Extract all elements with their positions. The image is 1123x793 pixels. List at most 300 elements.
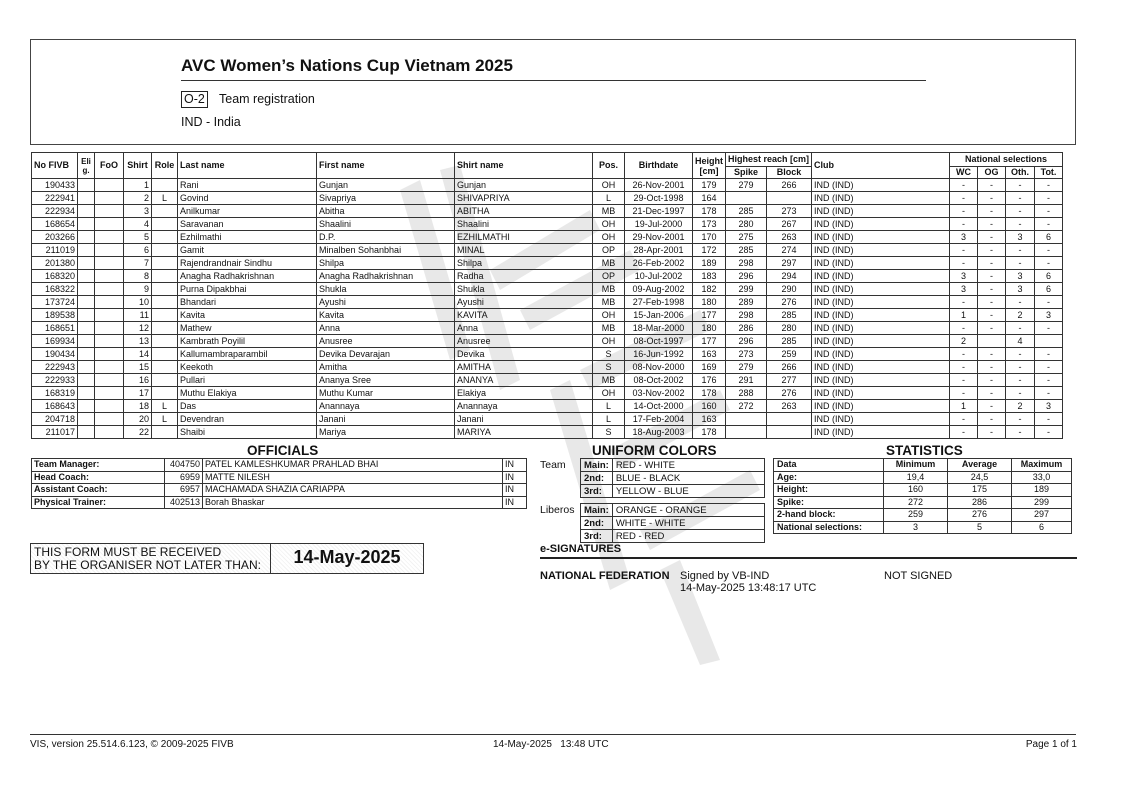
cell-spike: 285: [726, 205, 767, 218]
cell-no-fivb: 222941: [32, 192, 78, 205]
cell-spike: [726, 192, 767, 205]
cell-wc: -: [950, 218, 978, 231]
cell-shirt: 14: [124, 348, 152, 361]
uniform-libero-row: [581, 517, 765, 530]
cell-last-name: Kavita: [178, 309, 317, 322]
cell-first-name: Sivapriya: [317, 192, 455, 205]
cell-birthdate: 17-Feb-2004: [625, 413, 693, 426]
cell-wc: 3: [950, 270, 978, 283]
cell-block: 277: [766, 374, 811, 387]
cell-no-fivb: 190434: [32, 348, 78, 361]
cell-birthdate: 29-Oct-1998: [625, 192, 693, 205]
cell-role: L: [152, 192, 178, 205]
cell-elig: [78, 309, 95, 322]
cell-og: -: [978, 296, 1006, 309]
cell-club: IND (IND): [812, 296, 950, 309]
cell-role: [152, 244, 178, 257]
cell-birthdate: 08-Oct-2002: [625, 374, 693, 387]
col-birthdate: Birthdate: [625, 153, 693, 179]
cell-no-fivb: 222943: [32, 361, 78, 374]
cell-foo: [95, 244, 124, 257]
official-name: Borah Bhaskar: [203, 496, 503, 509]
cell-foo: [95, 361, 124, 374]
cell-first-name: D.P.: [317, 231, 455, 244]
document-title: AVC Women’s Nations Cup Vietnam 2025: [181, 56, 513, 75]
cell-wc: 1: [950, 400, 978, 413]
cell-shirt-name: KAVITA: [455, 309, 593, 322]
cell-shirt-name: Anannaya: [455, 400, 593, 413]
cell-shirt-name: Gunjan: [455, 179, 593, 192]
cell-pos: MB: [593, 296, 625, 309]
cell-spike: 279: [726, 179, 767, 192]
cell-og: -: [978, 309, 1006, 322]
signed-at: 14-May-2025 13:48:17 UTC: [680, 582, 817, 594]
uniform-team-kit-label: Main:: [581, 459, 613, 472]
cell-tot: -: [1035, 296, 1063, 309]
table-row: [32, 309, 1063, 322]
cell-height: 170: [693, 231, 726, 244]
cell-no-fivb: 204718: [32, 413, 78, 426]
statistics-min: 160: [884, 484, 948, 497]
title-divider: [181, 80, 926, 81]
official-row: [32, 459, 527, 472]
cell-tot: -: [1035, 426, 1063, 439]
cell-spike: 272: [726, 400, 767, 413]
cell-birthdate: 26-Feb-2002: [625, 257, 693, 270]
statistics-label: Spike:: [774, 496, 884, 509]
cell-height: 182: [693, 283, 726, 296]
cell-wc: 3: [950, 231, 978, 244]
statistics-label: National selections:: [774, 521, 884, 534]
cell-first-name: Janani: [317, 413, 455, 426]
cell-shirt-name: Elakiya: [455, 387, 593, 400]
cell-pos: S: [593, 426, 625, 439]
official-country: IN: [503, 484, 527, 497]
deadline-text-line2: BY THE ORGANISER NOT LATER THAN:: [34, 557, 261, 572]
cell-role: [152, 361, 178, 374]
cell-pos: MB: [593, 205, 625, 218]
statistics-table: [773, 458, 1072, 534]
cell-og: -: [978, 205, 1006, 218]
statistics-label: 2-hand block:: [774, 509, 884, 522]
cell-last-name: Kambrath Poyilil: [178, 335, 317, 348]
cell-pos: S: [593, 348, 625, 361]
cell-height: 178: [693, 205, 726, 218]
cell-spike: 296: [726, 335, 767, 348]
cell-no-fivb: 203266: [32, 231, 78, 244]
cell-birthdate: 26-Nov-2001: [625, 179, 693, 192]
cell-elig: [78, 231, 95, 244]
table-row: [32, 374, 1063, 387]
cell-shirt-name: MINAL: [455, 244, 593, 257]
cell-last-name: Gamit: [178, 244, 317, 257]
cell-block: 263: [766, 400, 811, 413]
cell-first-name: Devika Devarajan: [317, 348, 455, 361]
cell-role: [152, 426, 178, 439]
uniform-libero-kit-colors: WHITE - WHITE: [612, 517, 764, 530]
cell-role: [152, 322, 178, 335]
cell-shirt-name: Radha: [455, 270, 593, 283]
cell-birthdate: 14-Oct-2000: [625, 400, 693, 413]
cell-birthdate: 29-Nov-2001: [625, 231, 693, 244]
cell-last-name: Kallumambraparambil: [178, 348, 317, 361]
cell-foo: [95, 179, 124, 192]
cell-block: 263: [766, 231, 811, 244]
cell-elig: [78, 205, 95, 218]
cell-height: 160: [693, 400, 726, 413]
cell-spike: 296: [726, 270, 767, 283]
cell-shirt-name: Shaalini: [455, 218, 593, 231]
cell-block: 259: [766, 348, 811, 361]
cell-wc: -: [950, 387, 978, 400]
team-name: IND - India: [181, 115, 241, 129]
cell-elig: [78, 257, 95, 270]
cell-no-fivb: 168320: [32, 270, 78, 283]
cell-elig: [78, 413, 95, 426]
col-shirt-name: Shirt name: [455, 153, 593, 179]
cell-tot: -: [1035, 322, 1063, 335]
cell-club: IND (IND): [812, 348, 950, 361]
cell-foo: [95, 322, 124, 335]
statistics-max: 297: [1012, 509, 1072, 522]
statistics-avg: 24,5: [948, 471, 1012, 484]
cell-no-fivb: 190433: [32, 179, 78, 192]
cell-tot: -: [1035, 387, 1063, 400]
table-row: [32, 296, 1063, 309]
cell-first-name: Amitha: [317, 361, 455, 374]
col-og: OG: [978, 167, 1006, 179]
cell-oth: -: [1006, 192, 1035, 205]
col-oth: Oth.: [1006, 167, 1035, 179]
table-row: [32, 231, 1063, 244]
cell-tot: [1035, 335, 1063, 348]
cell-oth: -: [1006, 257, 1035, 270]
uniform-team-kit-label: 3rd:: [581, 485, 613, 498]
cell-spike: 289: [726, 296, 767, 309]
cell-spike: 288: [726, 387, 767, 400]
cell-club: IND (IND): [812, 218, 950, 231]
cell-tot: -: [1035, 218, 1063, 231]
cell-last-name: Rajendrandnair Sindhu: [178, 257, 317, 270]
cell-shirt: 5: [124, 231, 152, 244]
cell-pos: OP: [593, 244, 625, 257]
cell-first-name: Ananya Sree: [317, 374, 455, 387]
cell-spike: 299: [726, 283, 767, 296]
cell-shirt: 17: [124, 387, 152, 400]
cell-tot: -: [1035, 361, 1063, 374]
cell-shirt-name: Devika: [455, 348, 593, 361]
cell-club: IND (IND): [812, 361, 950, 374]
table-row: [32, 257, 1063, 270]
cell-no-fivb: 189538: [32, 309, 78, 322]
cell-shirt-name: Ayushi: [455, 296, 593, 309]
footer-divider: [30, 734, 1076, 735]
cell-foo: [95, 400, 124, 413]
cell-club: IND (IND): [812, 205, 950, 218]
cell-spike: [726, 413, 767, 426]
cell-shirt-name: AMITHA: [455, 361, 593, 374]
form-name: Team registration: [219, 92, 315, 106]
cell-block: [766, 192, 811, 205]
cell-shirt: 7: [124, 257, 152, 270]
cell-foo: [95, 231, 124, 244]
cell-block: 267: [766, 218, 811, 231]
cell-og: -: [978, 374, 1006, 387]
cell-first-name: Anna: [317, 322, 455, 335]
cell-no-fivb: 168643: [32, 400, 78, 413]
uniform-team-label: Team: [540, 459, 566, 471]
cell-foo: [95, 205, 124, 218]
cell-shirt: 12: [124, 322, 152, 335]
statistics-header-cell: Data: [774, 459, 884, 472]
cell-shirt-name: ANANYA: [455, 374, 593, 387]
cell-shirt-name: SHIVAPRIYA: [455, 192, 593, 205]
col-elig: Eli g.: [78, 153, 95, 179]
uniform-liberos-table: [580, 503, 765, 543]
cell-height: 163: [693, 413, 726, 426]
deadline-text: [34, 546, 266, 571]
col-club: Club: [812, 153, 950, 179]
cell-shirt: 15: [124, 361, 152, 374]
table-row: [32, 322, 1063, 335]
cell-role: [152, 309, 178, 322]
cell-foo: [95, 309, 124, 322]
cell-birthdate: 19-Jul-2000: [625, 218, 693, 231]
col-foo: FoO: [95, 153, 124, 179]
cell-block: 266: [766, 361, 811, 374]
cell-tot: -: [1035, 192, 1063, 205]
cell-tot: 3: [1035, 309, 1063, 322]
cell-spike: 298: [726, 257, 767, 270]
cell-spike: 273: [726, 348, 767, 361]
cell-og: -: [978, 231, 1006, 244]
cell-club: IND (IND): [812, 231, 950, 244]
cell-birthdate: 09-Aug-2002: [625, 283, 693, 296]
cell-height: 176: [693, 374, 726, 387]
cell-role: [152, 374, 178, 387]
cell-wc: 2: [950, 335, 978, 348]
cell-oth: -: [1006, 322, 1035, 335]
cell-role: [152, 335, 178, 348]
esignatures-divider: [540, 557, 1077, 559]
cell-foo: [95, 335, 124, 348]
cell-pos: OH: [593, 387, 625, 400]
cell-oth: -: [1006, 387, 1035, 400]
cell-wc: -: [950, 361, 978, 374]
cell-pos: OH: [593, 309, 625, 322]
cell-role: [152, 387, 178, 400]
col-tot: Tot.: [1035, 167, 1063, 179]
col-height: Height [cm]: [693, 153, 726, 179]
cell-club: IND (IND): [812, 192, 950, 205]
cell-height: 169: [693, 361, 726, 374]
cell-role: [152, 270, 178, 283]
cell-height: 183: [693, 270, 726, 283]
cell-oth: 4: [1006, 335, 1035, 348]
cell-birthdate: 08-Oct-1997: [625, 335, 693, 348]
cell-wc: -: [950, 426, 978, 439]
cell-last-name: Devendran: [178, 413, 317, 426]
cell-shirt-name: MARIYA: [455, 426, 593, 439]
cell-last-name: Bhandari: [178, 296, 317, 309]
cell-oth: -: [1006, 426, 1035, 439]
cell-tot: -: [1035, 244, 1063, 257]
cell-spike: 279: [726, 361, 767, 374]
cell-block: 276: [766, 296, 811, 309]
table-row: [32, 179, 1063, 192]
cell-pos: OH: [593, 231, 625, 244]
cell-spike: 280: [726, 218, 767, 231]
cell-height: 180: [693, 322, 726, 335]
cell-club: IND (IND): [812, 374, 950, 387]
table-row: [32, 387, 1063, 400]
uniform-libero-kit-label: 3rd:: [581, 530, 613, 543]
cell-oth: 3: [1006, 283, 1035, 296]
statistics-avg: 286: [948, 496, 1012, 509]
cell-block: 297: [766, 257, 811, 270]
col-spike: Spike: [726, 167, 767, 179]
form-code-badge: O-2: [181, 91, 208, 108]
cell-first-name: Ayushi: [317, 296, 455, 309]
cell-shirt-name: Shilpa: [455, 257, 593, 270]
cell-shirt: 6: [124, 244, 152, 257]
cell-last-name: Shaibi: [178, 426, 317, 439]
cell-last-name: Keekoth: [178, 361, 317, 374]
cell-wc: 1: [950, 309, 978, 322]
cell-shirt: 18: [124, 400, 152, 413]
uniform-libero-kit-label: Main:: [581, 504, 613, 517]
uniform-libero-kit-colors: RED - RED: [612, 530, 764, 543]
table-row: [32, 348, 1063, 361]
cell-club: IND (IND): [812, 426, 950, 439]
cell-birthdate: 18-Mar-2000: [625, 322, 693, 335]
statistics-header-cell: Maximum: [1012, 459, 1072, 472]
footer-version: VIS, version 25.514.6.123, © 2009-2025 FIVB: [30, 739, 234, 750]
cell-height: 178: [693, 426, 726, 439]
cell-last-name: Anilkumar: [178, 205, 317, 218]
cell-birthdate: 15-Jan-2006: [625, 309, 693, 322]
cell-spike: 275: [726, 231, 767, 244]
cell-og: -: [978, 257, 1006, 270]
col-first-name: First name: [317, 153, 455, 179]
official-country: IN: [503, 496, 527, 509]
esignatures-title: e-SIGNATURES: [540, 543, 622, 555]
cell-block: [766, 413, 811, 426]
cell-birthdate: 08-Nov-2000: [625, 361, 693, 374]
cell-role: [152, 205, 178, 218]
cell-shirt: 22: [124, 426, 152, 439]
cell-elig: [78, 270, 95, 283]
cell-height: 173: [693, 218, 726, 231]
cell-first-name: Anusree: [317, 335, 455, 348]
cell-shirt: 1: [124, 179, 152, 192]
cell-foo: [95, 374, 124, 387]
statistics-row: [774, 521, 1072, 534]
cell-og: -: [978, 179, 1006, 192]
col-national-selections: National selections: [950, 153, 1063, 167]
table-row: [32, 205, 1063, 218]
cell-last-name: Pullari: [178, 374, 317, 387]
cell-og: -: [978, 400, 1006, 413]
cell-og: -: [978, 218, 1006, 231]
cell-block: 285: [766, 335, 811, 348]
cell-shirt: 2: [124, 192, 152, 205]
cell-first-name: Anannaya: [317, 400, 455, 413]
cell-pos: OH: [593, 179, 625, 192]
cell-last-name: Purna Dipakbhai: [178, 283, 317, 296]
cell-last-name: Anagha Radhakrishnan: [178, 270, 317, 283]
cell-shirt-name: EZHILMATHI: [455, 231, 593, 244]
cell-no-fivb: 201380: [32, 257, 78, 270]
col-pos: Pos.: [593, 153, 625, 179]
cell-shirt-name: Anna: [455, 322, 593, 335]
cell-og: -: [978, 426, 1006, 439]
cell-first-name: Minalben Sohanbhai: [317, 244, 455, 257]
official-role: Assistant Coach:: [32, 484, 165, 497]
official-row: [32, 484, 527, 497]
cell-role: L: [152, 413, 178, 426]
signature-party: NATIONAL FEDERATION: [540, 570, 670, 582]
cell-oth: -: [1006, 218, 1035, 231]
cell-birthdate: 28-Apr-2001: [625, 244, 693, 257]
cell-shirt: 11: [124, 309, 152, 322]
cell-height: 189: [693, 257, 726, 270]
cell-foo: [95, 387, 124, 400]
cell-last-name: Rani: [178, 179, 317, 192]
uniform-libero-row: [581, 504, 765, 517]
cell-club: IND (IND): [812, 413, 950, 426]
cell-oth: -: [1006, 296, 1035, 309]
cell-block: 285: [766, 309, 811, 322]
cell-block: 273: [766, 205, 811, 218]
cell-tot: 3: [1035, 400, 1063, 413]
cell-wc: -: [950, 179, 978, 192]
uniform-team-row: [581, 485, 765, 498]
cell-shirt: 9: [124, 283, 152, 296]
cell-pos: MB: [593, 257, 625, 270]
table-row: [32, 283, 1063, 296]
uniform-colors-title: UNIFORM COLORS: [592, 443, 717, 458]
statistics-max: 189: [1012, 484, 1072, 497]
cell-last-name: Das: [178, 400, 317, 413]
cell-first-name: Muthu Kumar: [317, 387, 455, 400]
col-last-name: Last name: [178, 153, 317, 179]
official-id: 404750: [165, 459, 203, 472]
statistics-max: 33,0: [1012, 471, 1072, 484]
official-id: 402513: [165, 496, 203, 509]
cell-height: 178: [693, 387, 726, 400]
cell-elig: [78, 192, 95, 205]
cell-pos: L: [593, 400, 625, 413]
cell-role: L: [152, 400, 178, 413]
cell-wc: -: [950, 257, 978, 270]
cell-pos: OH: [593, 218, 625, 231]
official-row: [32, 496, 527, 509]
cell-wc: -: [950, 374, 978, 387]
uniform-team-row: [581, 472, 765, 485]
footer-printed-at: 14-May-2025 13:48 UTC: [493, 739, 609, 750]
cell-pos: OH: [593, 335, 625, 348]
signed-by: Signed by VB-IND: [680, 570, 770, 582]
uniform-libero-kit-label: 2nd:: [581, 517, 613, 530]
cell-oth: -: [1006, 348, 1035, 361]
cell-shirt: 20: [124, 413, 152, 426]
official-country: IN: [503, 471, 527, 484]
cell-pos: MB: [593, 322, 625, 335]
table-row: [32, 361, 1063, 374]
cell-no-fivb: 169934: [32, 335, 78, 348]
cell-foo: [95, 296, 124, 309]
